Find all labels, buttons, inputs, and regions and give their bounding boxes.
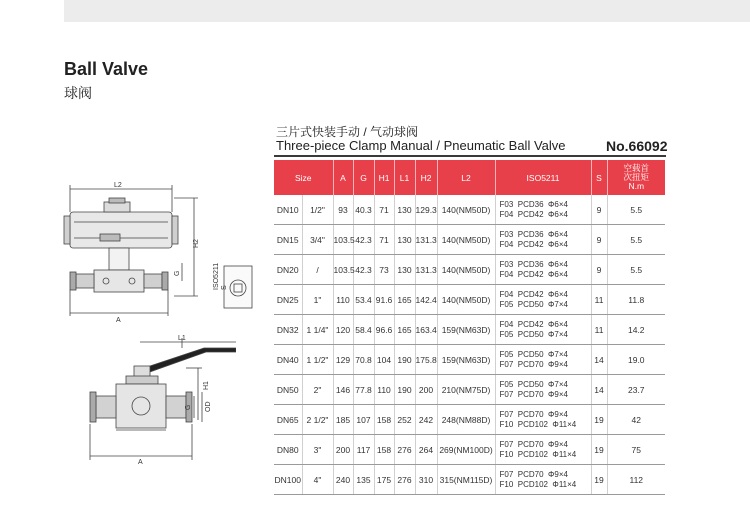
cell-l2: 315(NM115D) [437,465,495,495]
cell-h2: 131.3 [415,255,437,285]
table-header-row [274,160,665,195]
cell-l1: 276 [394,435,415,465]
table-row [274,405,665,435]
cell-iso: F03 PCD36 Φ6×4 F04 PCD42 Φ6×4 [495,195,591,225]
table-row [274,285,665,315]
cell-inch: 1" [302,285,333,315]
cell-size: DN20 [274,255,302,285]
cell-torque: 5.5 [607,195,665,225]
cell-h1: 158 [374,435,394,465]
cell-h2: 163.4 [415,315,437,345]
cell-l2: 248(NM88D) [437,405,495,435]
cell-size: DN32 [274,315,302,345]
cell-h1: 73 [374,255,394,285]
cell-torque: 11.8 [607,285,665,315]
dim-label-a2: A [138,459,143,466]
cell-torque: 19.0 [607,345,665,375]
header-size: Size [274,160,333,195]
dim-label-a: A [116,317,121,324]
cell-s: 9 [591,255,607,285]
cell-g: 77.8 [353,375,374,405]
header-h2: H2 [415,160,437,195]
cell-g: 53.4 [353,285,374,315]
cell-h2: 129.3 [415,195,437,225]
cell-l2: 210(NM75D) [437,375,495,405]
cell-l1: 276 [394,465,415,495]
page-title-chinese: 球阀 [64,85,92,101]
cell-iso: F07 PCD70 Φ9×4 F10 PCD102 Φ11×4 [495,405,591,435]
cell-inch: 1 1/2" [302,345,333,375]
cell-size: DN100 [274,465,302,495]
cell-iso: F04 PCD42 Φ6×4 F05 PCD50 Φ7×4 [495,315,591,345]
spec-table [274,160,665,495]
cell-size: DN50 [274,375,302,405]
header-l2: L2 [437,160,495,195]
dim-label-g2: G [185,404,192,410]
cell-l2: 159(NM63D) [437,345,495,375]
cell-iso: F05 PCD50 Φ7×4 F07 PCD70 Φ9×4 [495,345,591,375]
cell-iso: F03 PCD36 Φ6×4 F04 PCD42 Φ6×4 [495,255,591,285]
cell-size: DN10 [274,195,302,225]
cell-inch: / [302,255,333,285]
table-row [274,195,665,225]
cell-h1: 71 [374,225,394,255]
cell-g: 58.4 [353,315,374,345]
top-banner-bar [64,0,750,22]
cell-h2: 242 [415,405,437,435]
cell-l2: 140(NM50D) [437,255,495,285]
model-number: No.66092 [606,138,668,154]
cell-inch: 4" [302,465,333,495]
cell-size: DN15 [274,225,302,255]
cell-iso: F03 PCD36 Φ6×4 F04 PCD42 Φ6×4 [495,225,591,255]
pneumatic-valve-drawing [54,178,269,328]
header-torque-line: N.m [628,181,645,191]
page-title: Ball Valve [64,59,149,79]
cell-l2: 140(NM50D) [437,225,495,255]
cell-h2: 175.8 [415,345,437,375]
table-row [274,255,665,285]
header-h1: H1 [374,160,394,195]
header-iso5211: ISO5211 [495,160,591,195]
cell-l2: 140(NM50D) [437,285,495,315]
cell-iso: F07 PCD70 Φ9×4 F10 PCD102 Φ11×4 [495,435,591,465]
cell-h2: 264 [415,435,437,465]
cell-l1: 252 [394,405,415,435]
cell-h1: 158 [374,405,394,435]
dim-label-s: S [221,285,228,290]
cell-a: 240 [333,465,353,495]
header-l1: L1 [394,160,415,195]
cell-a: 103.5 [333,225,353,255]
cell-l2: 159(NM63D) [437,315,495,345]
cell-h2: 200 [415,375,437,405]
cell-l1: 190 [394,375,415,405]
cell-inch: 1 1/4" [302,315,333,345]
cell-inch: 3" [302,435,333,465]
cell-l2: 140(NM50D) [437,195,495,225]
cell-torque: 5.5 [607,225,665,255]
table-row [274,315,665,345]
cell-l1: 165 [394,315,415,345]
cell-iso: F04 PCD42 Φ6×4 F05 PCD50 Φ7×4 [495,285,591,315]
cell-s: 19 [591,435,607,465]
header-a: A [333,160,353,195]
cell-size: DN65 [274,405,302,435]
cell-l1: 130 [394,255,415,285]
cell-a: 146 [333,375,353,405]
cell-torque: 75 [607,435,665,465]
header-torque-line: 空载首 [623,163,650,173]
cell-s: 19 [591,405,607,435]
cell-h1: 175 [374,465,394,495]
cell-a: 110 [333,285,353,315]
cell-torque: 23.7 [607,375,665,405]
cell-h2: 142.4 [415,285,437,315]
cell-torque: 5.5 [607,255,665,285]
cell-torque: 42 [607,405,665,435]
cell-torque: 14.2 [607,315,665,345]
cell-h1: 96.6 [374,315,394,345]
product-subtitle: Three-piece Clamp Manual / Pneumatic Ball Valve [276,138,566,153]
cell-a: 103.5 [333,255,353,285]
cell-s: 14 [591,375,607,405]
cell-l1: 190 [394,345,415,375]
cell-inch: 3/4" [302,225,333,255]
header-torque [607,160,665,195]
cell-torque: 112 [607,465,665,495]
dim-label-od: OD [205,401,212,412]
dim-label-iso: ISO5211 [213,262,220,290]
header-divider [274,155,666,157]
cell-s: 9 [591,225,607,255]
product-subtitle-chinese: 三片式快装手动 / 气动球阀 [276,125,419,139]
cell-g: 42.3 [353,255,374,285]
dim-label-l2: L2 [114,182,122,189]
cell-h2: 310 [415,465,437,495]
cell-h1: 71 [374,195,394,225]
cell-g: 117 [353,435,374,465]
cell-a: 120 [333,315,353,345]
cell-inch: 2" [302,375,333,405]
cell-iso: F07 PCD70 Φ9×4 F10 PCD102 Φ11×4 [495,465,591,495]
cell-size: DN25 [274,285,302,315]
cell-l1: 130 [394,195,415,225]
cell-inch: 1/2" [302,195,333,225]
manual-valve-drawing [86,330,236,500]
cell-g: 107 [353,405,374,435]
cell-a: 93 [333,195,353,225]
table-row [274,435,665,465]
header-g: G [353,160,374,195]
cell-l1: 165 [394,285,415,315]
cell-s: 11 [591,285,607,315]
cell-a: 200 [333,435,353,465]
cell-g: 70.8 [353,345,374,375]
cell-s: 14 [591,345,607,375]
cell-s: 11 [591,315,607,345]
cell-g: 42.3 [353,225,374,255]
table-row [274,345,665,375]
cell-a: 129 [333,345,353,375]
cell-s: 9 [591,195,607,225]
header-torque-line: 次扭矩 [623,172,650,182]
dim-label-g: G [174,270,181,276]
table-row [274,225,665,255]
dim-label-h1: H1 [203,381,210,390]
cell-size: DN80 [274,435,302,465]
cell-h1: 91.6 [374,285,394,315]
cell-g: 40.3 [353,195,374,225]
cell-h2: 131.3 [415,225,437,255]
cell-h1: 104 [374,345,394,375]
table-row [274,465,665,495]
cell-size: DN40 [274,345,302,375]
cell-s: 19 [591,465,607,495]
cell-l1: 130 [394,225,415,255]
cell-a: 185 [333,405,353,435]
cell-iso: F05 PCD50 Φ7×4 F07 PCD70 Φ9×4 [495,375,591,405]
dim-label-l1: L1 [178,335,186,342]
cell-g: 135 [353,465,374,495]
header-s: S [591,160,607,195]
cell-inch: 2 1/2" [302,405,333,435]
cell-l2: 269(NM100D) [437,435,495,465]
dim-label-h2: H2 [193,239,200,248]
cell-h1: 110 [374,375,394,405]
table-row [274,375,665,405]
